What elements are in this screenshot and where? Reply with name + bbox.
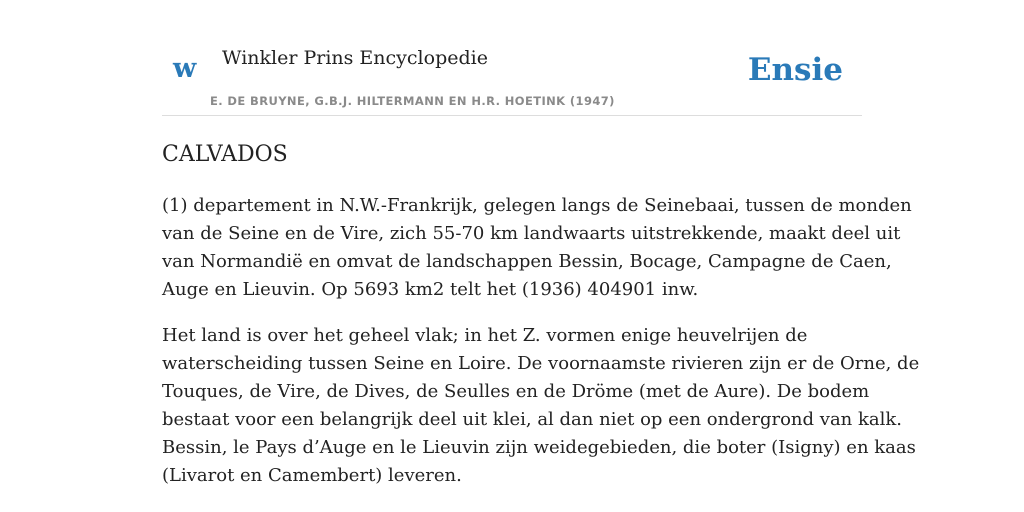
source-authors: E. DE BRUYNE, G.B.J. HILTERMANN EN H.R. HOETINK (1947) (210, 94, 615, 108)
header-divider (162, 115, 862, 116)
entry-body (162, 192, 920, 508)
paragraph-line: Touques, de Vire, de Dives, de Seulles en de Dröme (met de Aure). De bodem (162, 381, 870, 402)
paragraph-line: van de Seine en de Vire, zich 55-70 km landwaarts uitstrekkende, maakt deel uit (162, 223, 901, 244)
paragraph (162, 192, 912, 304)
paragraph-line: van Normandië en omvat de landschappen Bessin, Bocage, Campagne de Caen, (162, 251, 892, 272)
paragraph-line: bestaat voor een belangrijk deel uit klei, al dan niet op een ondergrond van kalk. (162, 409, 903, 430)
paragraph-line: waterscheiding tussen Seine en Loire. De voornaamste rivieren zijn er de Orne, de (162, 353, 920, 374)
paragraph-line: Het land is over het geheel vlak; in het Z. vormen enige heuvelrijen de (162, 325, 808, 346)
source-title[interactable]: Winkler Prins Encyclopedie (222, 47, 488, 69)
entry-title: CALVADOS (162, 142, 288, 167)
paragraph-line: Auge en Lieuvin. Op 5693 km2 telt het (1936) 404901 inw. (162, 279, 699, 300)
paragraph (162, 322, 920, 490)
source-logo[interactable]: w (173, 53, 197, 84)
brand-logo[interactable]: Ensie (747, 52, 843, 88)
paragraph-line: (Livarot en Camembert) leveren. (162, 465, 462, 486)
paragraph-line: Bessin, le Pays d’Auge en le Lieuvin zijn weidegebieden, die boter (Isigny) en kaas (162, 437, 916, 458)
paragraph-line: (1) departement in N.W.-Frankrijk, gelegen langs de Seinebaai, tussen de monden (162, 195, 912, 216)
